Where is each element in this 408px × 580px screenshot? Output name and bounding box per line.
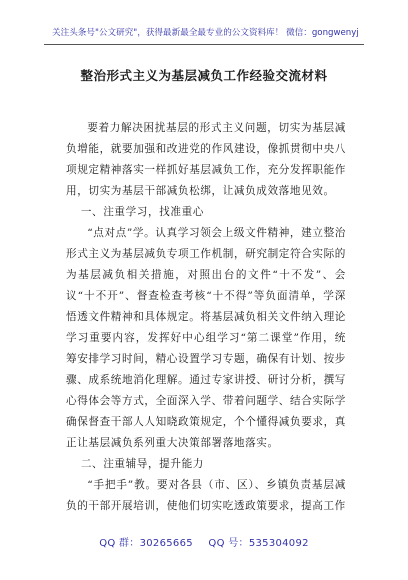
footer-qq-group: QQ 群：30265665 (99, 538, 193, 549)
body-paragraph: 要着力解决困扰基层的形式主义问题，切实为基层减负增能，就要加强和改进党的作风建设，像抓贯彻中央八项规定精神落实一样抓好基层减负工作，充分发挥职能作用，切实为基层干部减负松绑，让减负成效落地见效。 (66, 122, 346, 197)
header-note: 关注头条号"公文研究"，获得最新最全最专业的公文资料库！ 微信：gongwenyj (52, 28, 359, 38)
body-paragraph: “点对点”学。认真学习领会上级文件精神，建立整治形式主义为基层减负专项工作机制，研究制定符合实际的为基层减负相关措施，对照出台的文件“十不发”、会议“十不开”、督查检查考核“十不得”等负面清单，学深悟透文件精神和具体规定。将基层减负相关文件纳入理论学习重要内容，发挥好中心组学习“第二课堂”作用，统筹安排学习时间，精心设置学习专题，确保有计划、按步骤、成系统地消化理解。通过专家讲授、研讨分析，撰写心得体会等方式，全面深入学、带着问题学、结合实际学确保督查干部人人知晓政策规定，个个懂得减负要求，真正让基层减负系列重大决策部署落地落实。 (66, 227, 346, 449)
body-paragraph: “手把手”教。要对各县（市、区）、乡镇负责基层减负的干部开展培训，使他们切实吃透政策要求，提高工作 (66, 479, 346, 512)
section-heading: 二、注重辅导，提升能力 (80, 458, 204, 470)
document-body (66, 118, 346, 517)
footer (0, 534, 408, 549)
section-heading: 一、注重学习，找准重心 (80, 206, 204, 218)
document-title: 整治形式主义为基层减负工作经验交流材料 (80, 68, 328, 83)
footer-qq-number: QQ 号：535304092 (208, 538, 309, 549)
header-divider (44, 44, 364, 45)
